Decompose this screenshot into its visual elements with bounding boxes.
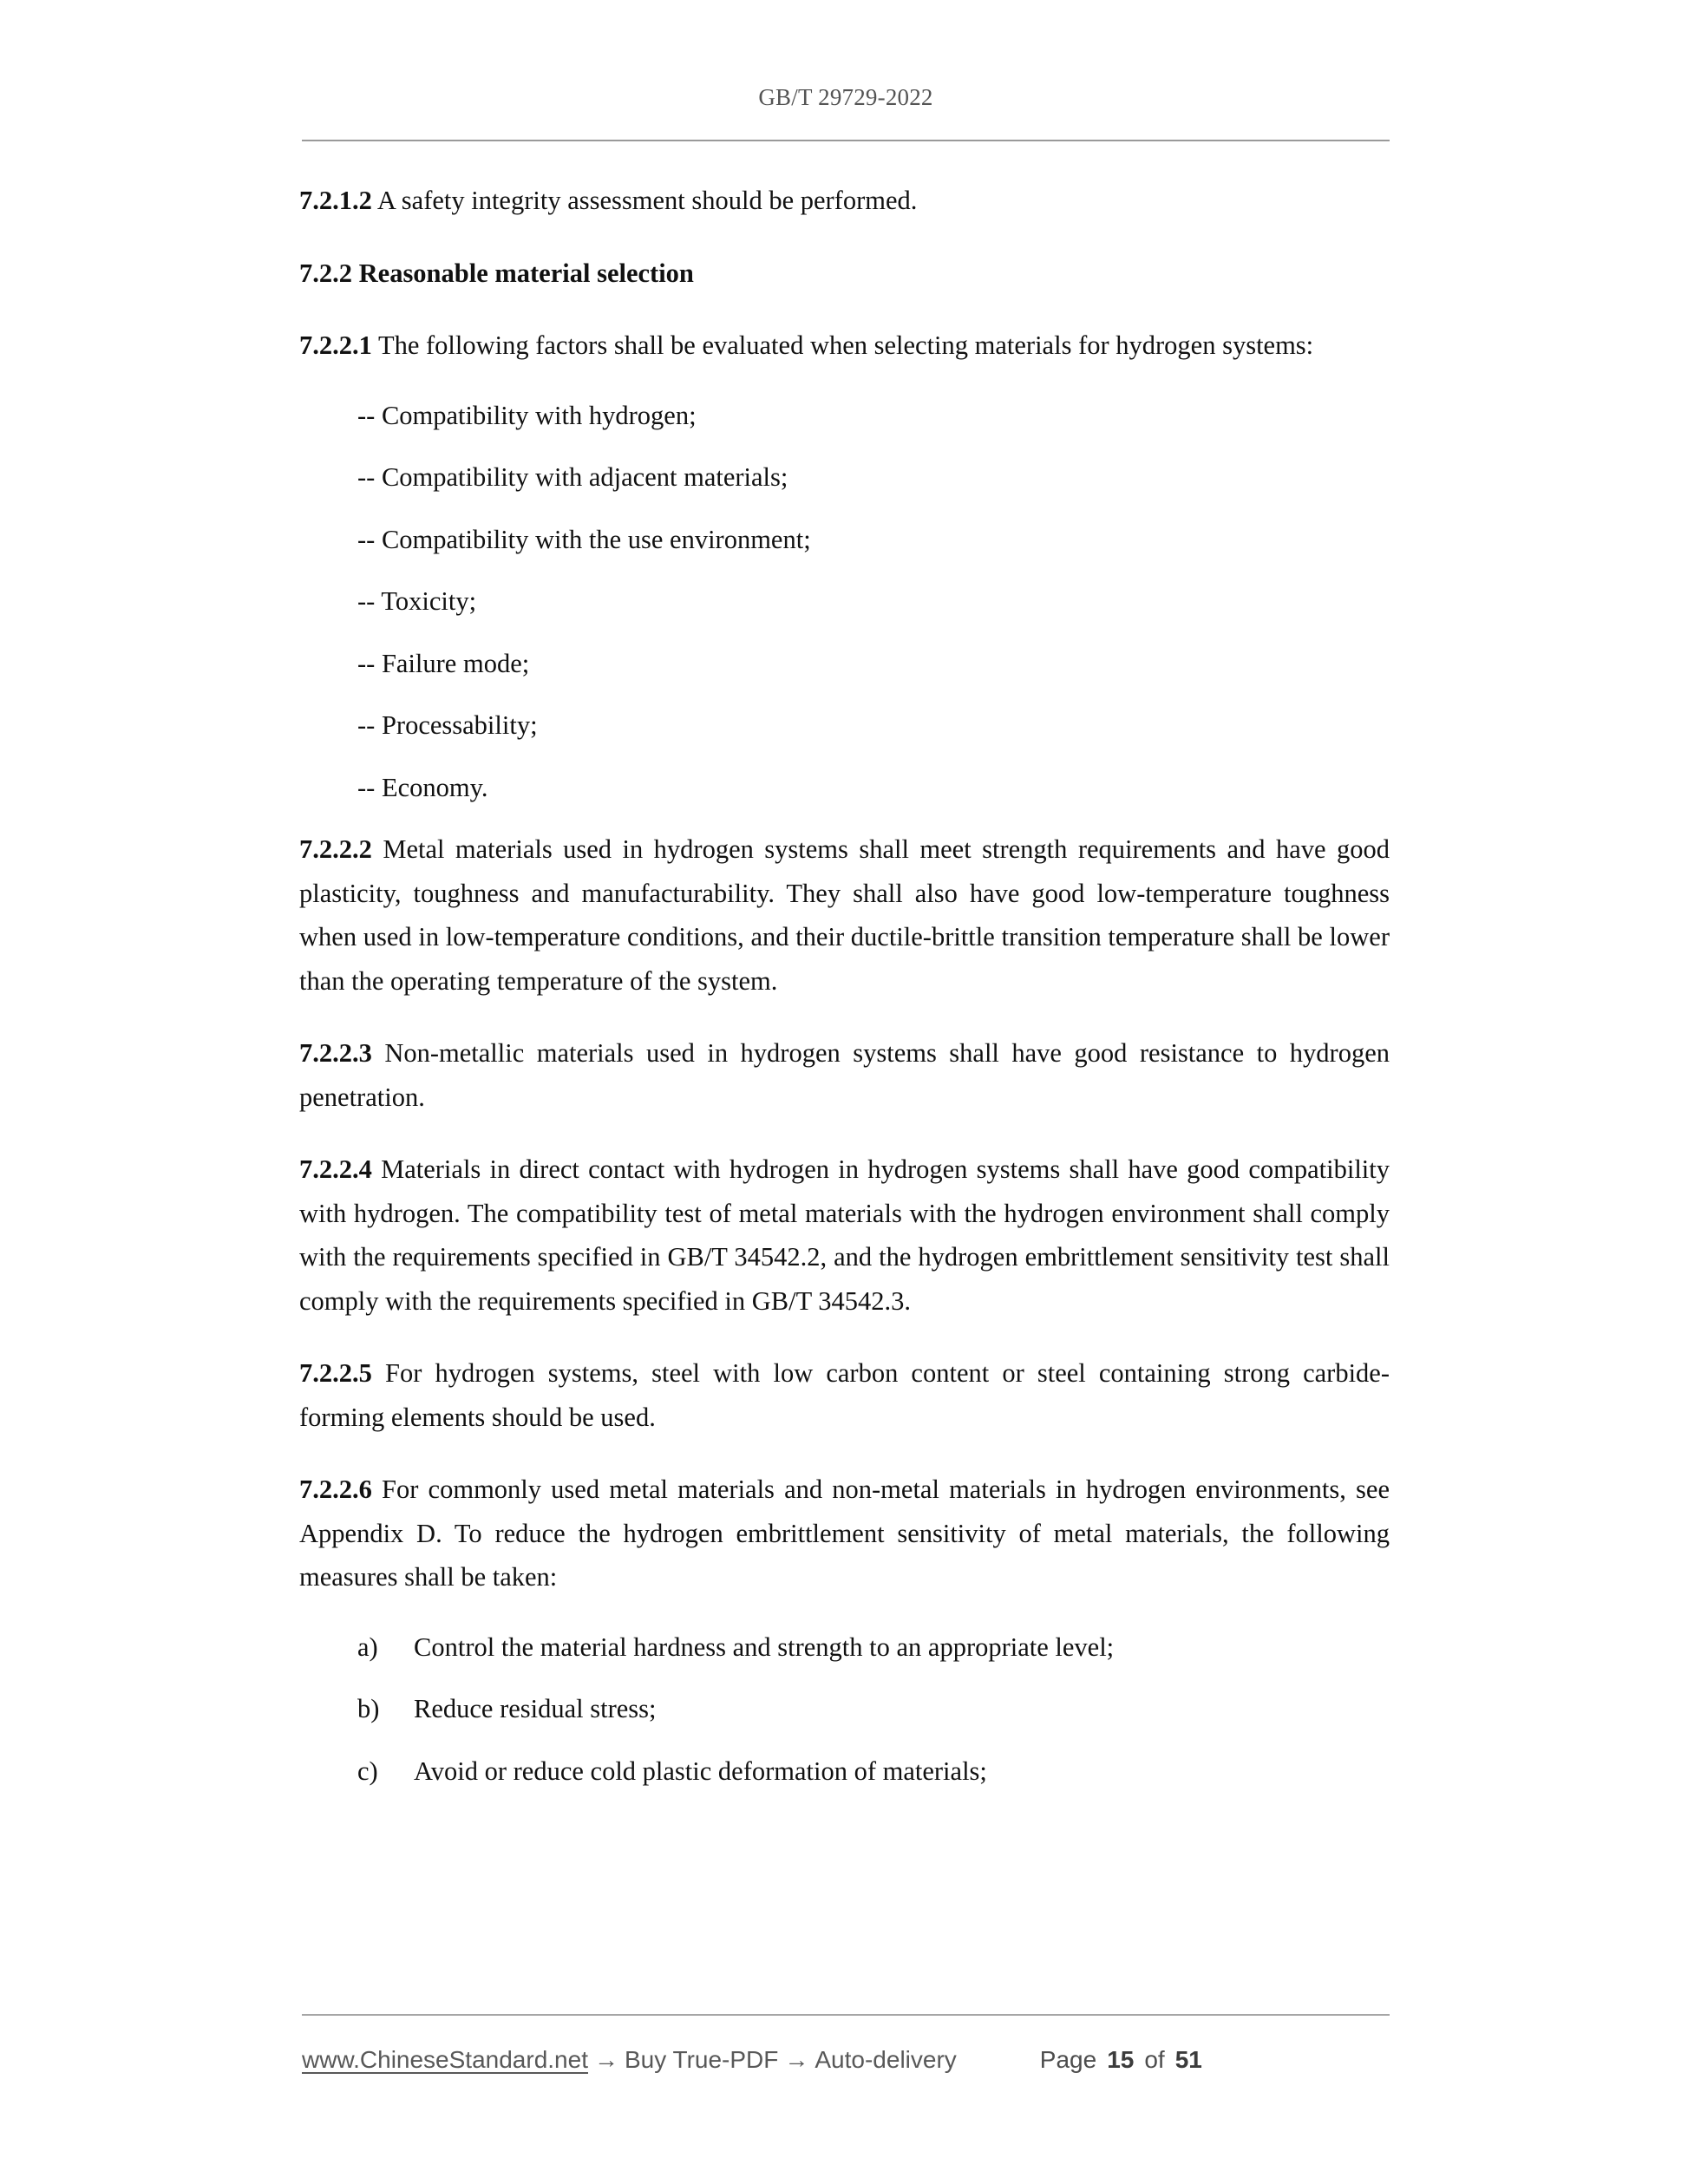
clause-text: Materials in direct contact with hydrogen in hydrogen systems shall have good compatibility with hydrogen. The compatibility test of metal materials with the hydrogen environment shall comply with the requirements specified in GB/T 34542.2, and the hydrogen embrittlement sensitivity test shall comply with the requirements specified in GB/T 34542.3. [299, 1154, 1390, 1316]
dash-marker: -- [357, 400, 376, 430]
section-heading-text: 7.2.2 Reasonable material selection [299, 258, 694, 288]
clause-7-2-2-2 [299, 827, 1390, 1003]
clause-number: 7.2.2.1 [299, 330, 372, 360]
clause-number: 7.2.2.2 [299, 834, 372, 864]
measures-list [299, 1625, 1390, 1794]
dash-marker: -- [357, 586, 376, 616]
list-item-label: Compatibility with the use environment; [381, 524, 811, 554]
clause-text: For hydrogen systems, steel with low carbon content or steel containing strong carbide-forming elements should be used. [299, 1358, 1390, 1432]
list-item-label: Failure mode; [381, 648, 530, 678]
page-header [302, 85, 1390, 111]
clause-text: For commonly used metal materials and non-metal materials in hydrogen environments, see Appendix D. To reduce the hydrogen embrittlement sensitivity of metal materials, the following measures shall be taken: [299, 1475, 1390, 1592]
dash-marker: -- [357, 648, 376, 678]
chinesestandard-link[interactable]: www.ChineseStandard.net [302, 2046, 588, 2073]
list-item [299, 766, 1390, 810]
clause-text: Metal materials used in hydrogen systems shall meet strength requirements and have good plasticity, toughness and manufacturability. They shall also have good low-temperature toughness when used in low-temperature conditions, and their ductile-brittle transition temperature shall be lower than the operating temperature of the system. [299, 834, 1390, 996]
clause-7-2-2-3 [299, 1031, 1390, 1119]
clause-number: 7.2.2.6 [299, 1475, 372, 1504]
clause-7-2-2-1 [299, 324, 1390, 368]
alpha-marker: b) [357, 1694, 380, 1723]
footer-divider [302, 2014, 1390, 2016]
clause-text: The following factors shall be evaluated when selecting materials for hydrogen systems: [371, 330, 1314, 360]
list-item-label: Avoid or reduce cold plastic deformation of materials; [414, 1756, 987, 1786]
list-item [299, 1749, 1390, 1794]
clause-number: 7.2.2.3 [299, 1038, 372, 1068]
dash-marker: -- [357, 710, 376, 740]
dash-marker: -- [357, 462, 376, 492]
list-item-label: Processability; [381, 710, 538, 740]
header-divider [302, 140, 1390, 141]
clause-number: 7.2.1.2 [299, 186, 372, 215]
list-item [299, 518, 1390, 562]
clause-text: A safety integrity assessment should be performed. [371, 186, 918, 215]
list-item [299, 579, 1390, 624]
alpha-marker: c) [357, 1756, 378, 1786]
footer-promo [302, 2046, 957, 2074]
total-page-count: 51 [1174, 2046, 1202, 2073]
clause-7-2-2-6 [299, 1468, 1390, 1599]
current-page-number: 15 [1107, 2046, 1135, 2073]
list-item [299, 455, 1390, 500]
clause-7-2-2-5 [299, 1351, 1390, 1439]
list-item-label: Compatibility with hydrogen; [381, 400, 697, 430]
list-item [299, 642, 1390, 686]
standard-code-header: GB/T 29729-2022 [758, 84, 933, 110]
list-item [299, 1687, 1390, 1731]
clause-text: Non-metallic materials used in hydrogen systems shall have good resistance to hydrogen penetration. [299, 1038, 1390, 1112]
page-indicator [1040, 2046, 1202, 2074]
list-item-label: Reduce residual stress; [414, 1694, 657, 1723]
buy-true-pdf-label: Buy True-PDF [624, 2046, 779, 2073]
list-item [299, 703, 1390, 748]
clause-7-2-1-2 [299, 179, 1390, 223]
arrow-right-icon: → [784, 2046, 809, 2073]
dash-marker: -- [357, 524, 376, 554]
auto-delivery-label: Auto-delivery [815, 2046, 957, 2073]
clause-number: 7.2.2.4 [299, 1154, 372, 1184]
document-body [299, 179, 1390, 1811]
dash-marker: -- [357, 772, 376, 802]
page-footer [302, 2038, 1390, 2082]
page-label: Page [1039, 2046, 1097, 2073]
clause-7-2-2-4 [299, 1148, 1390, 1323]
material-factor-list [299, 394, 1390, 810]
clause-7-2-2-heading [299, 252, 1390, 296]
list-item [299, 1625, 1390, 1670]
list-item-label: Compatibility with adjacent materials; [381, 462, 788, 492]
list-item-label: Toxicity; [381, 586, 477, 616]
alpha-marker: a) [357, 1631, 378, 1662]
list-item-label: Economy. [381, 772, 488, 802]
arrow-right-icon: → [593, 2046, 618, 2073]
clause-number: 7.2.2.5 [299, 1358, 372, 1388]
list-item [299, 394, 1390, 438]
of-label: of [1144, 2046, 1165, 2073]
list-item-label: Control the material hardness and strength to an appropriate level; [414, 1631, 1115, 1662]
